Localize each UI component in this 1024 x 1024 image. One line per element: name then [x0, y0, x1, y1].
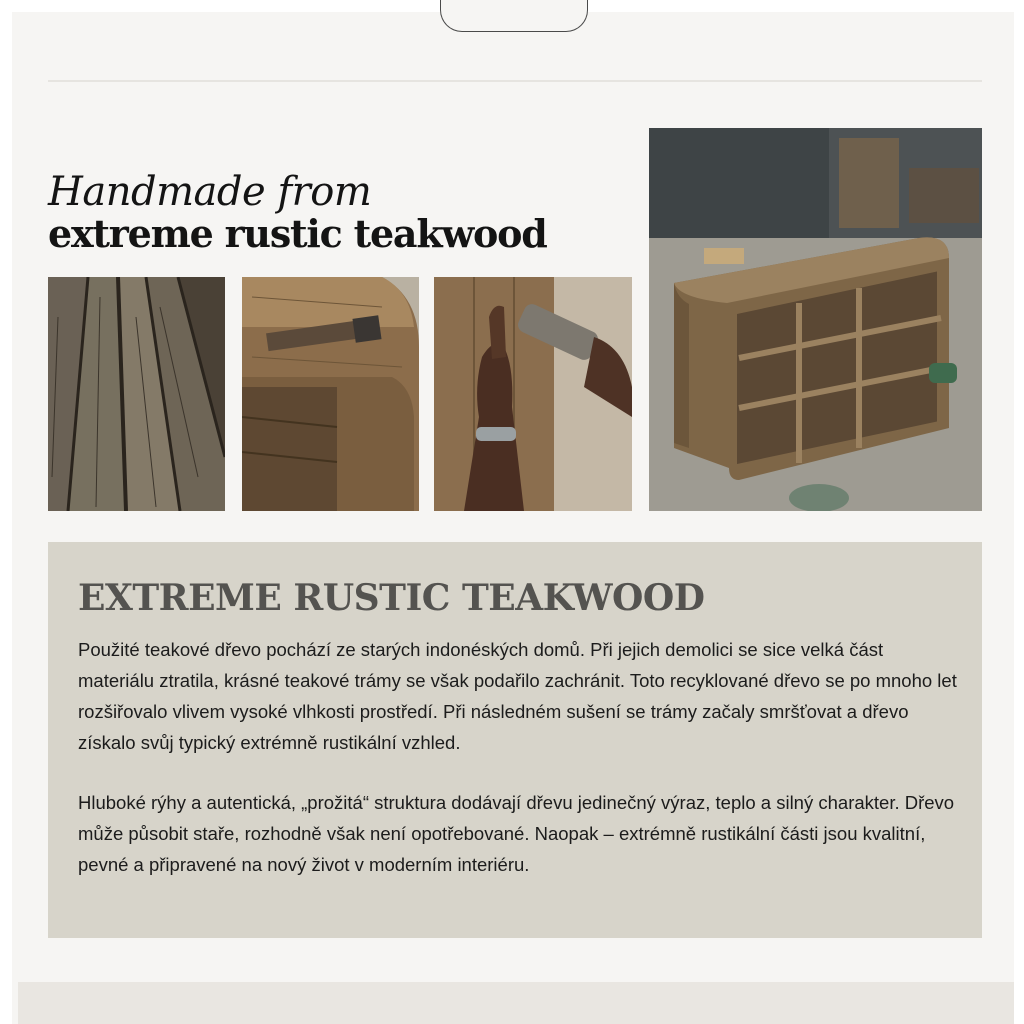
top-button-fragment[interactable] — [440, 0, 588, 32]
info-paragraph-2: Hluboké rýhy a autentická, „prožitá“ struktura dodávají dřevu jedinečný výraz, teplo a silný charakter. Dřevo může působit staře, rozhodně však není opotřebované. Naopak – extrémně rustikální části jsou kvalitní, pevné a připravené na nový život v moderním interiéru. — [78, 792, 955, 875]
page — [12, 12, 1014, 1024]
info-paragraph-1: Použité teakové dřevo pochází ze starých indonéských domů. Při jejich demolici se sice velká část materiálu ztratila, krásné teakové trámy se však podařilo zachránit. Toto recyklované dřevo se po mnoho let rozšiřovalo vlivem vysoké vlhkosti prostředí. Při následném sušení se trámy začaly smršťovat a dřevo získalo svůj typický extrémně rustikální vzhled. — [78, 639, 957, 753]
photo-shelving-unit — [649, 128, 982, 511]
info-panel — [48, 542, 982, 938]
hero-heading-line1: Handmade from — [48, 169, 372, 215]
info-title: EXTREME RUSTIC TEAKWOOD — [78, 577, 705, 619]
footer-band — [18, 982, 1014, 1024]
photo-shelf-corner — [242, 277, 419, 511]
divider — [48, 80, 982, 82]
hero-heading-line2: extreme rustic teakwood — [48, 211, 547, 256]
hero-heading — [48, 170, 547, 254]
photo-weathered-planks — [48, 277, 225, 511]
photo-craftsman-hands — [434, 277, 632, 511]
